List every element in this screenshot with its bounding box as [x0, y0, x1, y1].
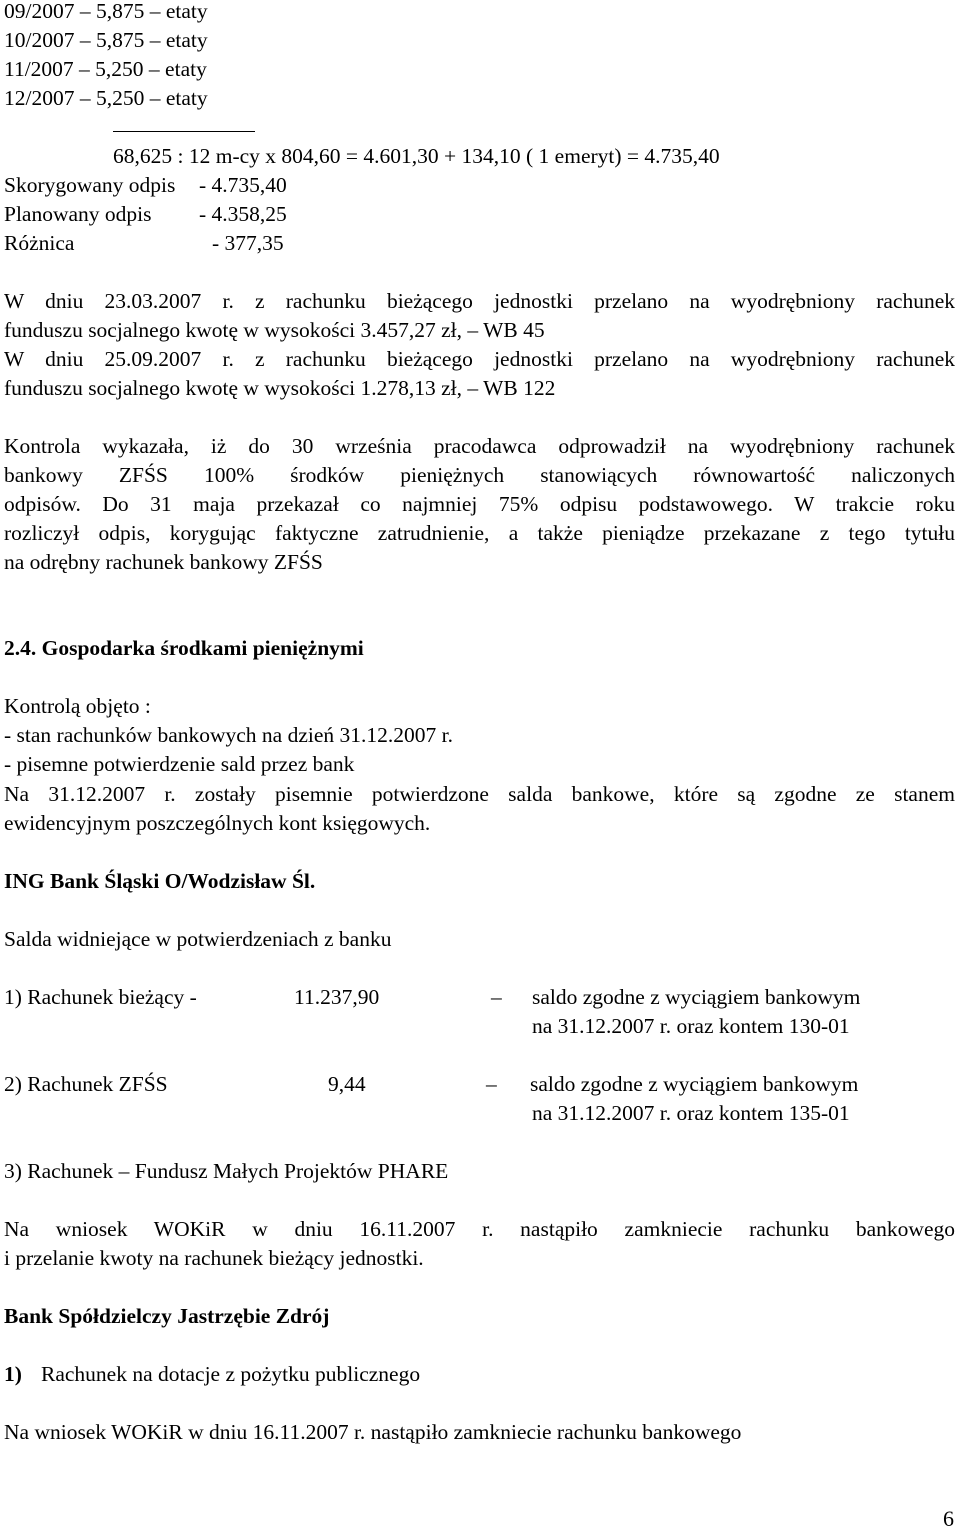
- transfer-line: W dniu 23.03.2007 r. z rachunku bieżącego jednostki przelano na wyodrębniony rachunek: [4, 289, 955, 313]
- account-dash: –: [486, 1072, 497, 1096]
- odpis-label: Różnica: [4, 231, 75, 255]
- sum-rule: [113, 131, 255, 132]
- account-label: 1) Rachunek bieżący -: [4, 985, 197, 1009]
- confirm-line: ewidencyjnym poszczególnych kont księgowych.: [4, 811, 431, 835]
- confirm-line: Na 31.12.2007 r. zostały pisemnie potwierdzone salda bankowe, które są zgodne ze stanem: [4, 782, 955, 806]
- account-amount: 11.237,90: [294, 985, 380, 1009]
- scope-item: - stan rachunków bankowych na dzień 31.12.2007 r.: [4, 723, 454, 747]
- odpis-value: - 4.735,40: [199, 173, 287, 197]
- account-label: 2) Rachunek ZFŚS: [4, 1072, 168, 1096]
- etaty-line: 09/2007 – 5,875 – etaty: [4, 0, 208, 23]
- account-amount: 9,44: [328, 1072, 366, 1096]
- saldo-intro: Salda widniejące w potwierdzeniach z banku: [4, 927, 392, 951]
- account-note: saldo zgodne z wyciągiem bankowym: [530, 1072, 859, 1096]
- section-heading: 2.4. Gospodarka środkami pieniężnymi: [4, 636, 364, 660]
- page-number: 6: [943, 1506, 954, 1531]
- closure-line: Na wniosek WOKiR w dniu 16.11.2007 r. nastąpiło zamkniecie rachunku bankowego: [4, 1217, 955, 1241]
- etaty-line: 12/2007 – 5,250 – etaty: [4, 86, 208, 110]
- kontrola-line: bankowy ZFŚS 100% środków pieniężnych stanowiących równowartość naliczonych: [4, 463, 955, 487]
- account-note: na 31.12.2007 r. oraz kontem 135-01: [532, 1101, 850, 1125]
- odpis-value: - 4.358,25: [199, 202, 287, 226]
- account-dash: –: [491, 985, 502, 1009]
- odpis-label: Planowany odpis: [4, 202, 152, 226]
- item-number: 1): [4, 1362, 22, 1386]
- scope-item: - pisemne potwierdzenie sald przez bank: [4, 752, 355, 776]
- transfer-line: W dniu 25.09.2007 r. z rachunku bieżącego jednostki przelano na wyodrębniony rachunek: [4, 347, 955, 371]
- account-note: na 31.12.2007 r. oraz kontem 130-01: [532, 1014, 850, 1038]
- kontrola-line: na odrębny rachunek bankowy ZFŚS: [4, 550, 323, 574]
- etaty-line: 11/2007 – 5,250 – etaty: [4, 57, 207, 81]
- bank-heading: ING Bank Śląski O/Wodzisław Śl.: [4, 869, 316, 893]
- odpis-value: - 377,35: [212, 231, 284, 255]
- odpis-label: Skorygowany odpis: [4, 173, 176, 197]
- account-note: saldo zgodne z wyciągiem bankowym: [532, 985, 861, 1009]
- scope-intro: Kontrolą objęto :: [4, 694, 151, 718]
- kontrola-line: rozliczył odpis, korygując faktyczne zatrudnienie, a także pieniądze przekazane z tego tytułu: [4, 521, 955, 545]
- calculation-line: 68,625 : 12 m-cy x 804,60 = 4.601,30 + 134,10 ( 1 emeryt) = 4.735,40: [113, 144, 720, 168]
- etaty-line: 10/2007 – 5,875 – etaty: [4, 28, 208, 52]
- kontrola-line: Kontrola wykazała, iż do 30 września pracodawca odprowadził na wyodrębniony rachunek: [4, 434, 955, 458]
- item-text: Rachunek na dotacje z pożytku publicznego: [41, 1362, 421, 1386]
- account-label: 3) Rachunek – Fundusz Małych Projektów PHARE: [4, 1159, 449, 1183]
- kontrola-line: odpisów. Do 31 maja przekazał co najmniej 75% odpisu podstawowego. W trakcie roku: [4, 492, 955, 516]
- transfer-line: funduszu socjalnego kwotę w wysokości 3.457,27 zł, – WB 45: [4, 318, 545, 342]
- transfer-line: funduszu socjalnego kwotę w wysokości 1.278,13 zł, – WB 122: [4, 376, 556, 400]
- bank-heading: Bank Spółdzielczy Jastrzębie Zdrój: [4, 1304, 330, 1328]
- closure-line: Na wniosek WOKiR w dniu 16.11.2007 r. nastąpiło zamkniecie rachunku bankowego: [4, 1420, 742, 1444]
- closure-line: i przelanie kwoty na rachunek bieżący jednostki.: [4, 1246, 424, 1270]
